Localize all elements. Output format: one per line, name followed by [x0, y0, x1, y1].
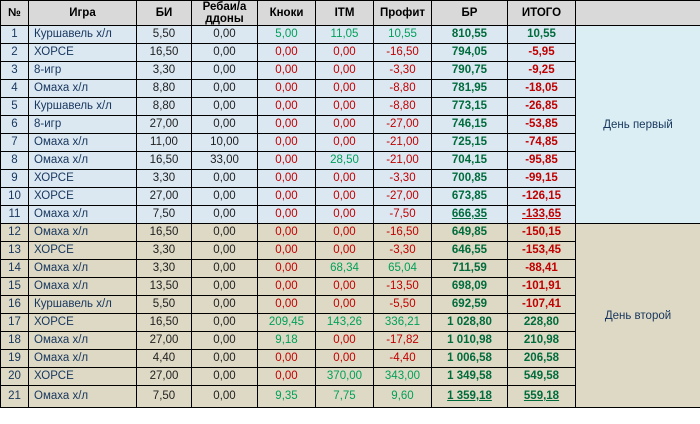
bankroll: 711,59 [432, 260, 508, 278]
itm: 0,00 [316, 350, 374, 368]
profit: -21,00 [374, 134, 432, 152]
knockouts: 0,00 [258, 116, 316, 134]
game-name: Омаха х/л [29, 386, 137, 408]
header-number: № [1, 1, 29, 26]
row-number: 4 [1, 80, 29, 98]
profit: 9,60 [374, 386, 432, 408]
bankroll: 700,85 [432, 170, 508, 188]
knockouts: 0,00 [258, 206, 316, 224]
buy-in: 16,50 [137, 44, 192, 62]
knockouts: 0,00 [258, 260, 316, 278]
knockouts: 0,00 [258, 170, 316, 188]
knockouts: 0,00 [258, 152, 316, 170]
itm: 0,00 [316, 188, 374, 206]
profit: -27,00 [374, 116, 432, 134]
profit: -27,00 [374, 188, 432, 206]
bankroll: 810,55 [432, 26, 508, 44]
table-body [1, 26, 700, 408]
buy-in: 7,50 [137, 386, 192, 408]
profit: 336,21 [374, 314, 432, 332]
table-row [1, 224, 700, 242]
itm: 0,00 [316, 206, 374, 224]
rebuy-addon: 0,00 [192, 98, 258, 116]
running-total: 206,58 [508, 350, 576, 368]
running-total: 559,18 [508, 386, 576, 408]
buy-in: 5,50 [137, 26, 192, 44]
itm: 0,00 [316, 242, 374, 260]
row-number: 6 [1, 116, 29, 134]
running-total: 10,55 [508, 26, 576, 44]
game-name: ХОРСЕ [29, 188, 137, 206]
running-total: -150,15 [508, 224, 576, 242]
row-number: 11 [1, 206, 29, 224]
row-number: 3 [1, 62, 29, 80]
game-name: Куршавель х/л [29, 296, 137, 314]
day-label-second: День второй [576, 224, 700, 408]
row-number: 12 [1, 224, 29, 242]
rebuy-addon: 0,00 [192, 116, 258, 134]
header-rebuy: Ребаи/а ддоны [192, 1, 258, 26]
knockouts: 0,00 [258, 242, 316, 260]
buy-in: 27,00 [137, 188, 192, 206]
profit: -8,80 [374, 80, 432, 98]
buy-in: 8,80 [137, 80, 192, 98]
bankroll: 673,85 [432, 188, 508, 206]
buy-in: 27,00 [137, 332, 192, 350]
row-number: 18 [1, 332, 29, 350]
itm: 0,00 [316, 224, 374, 242]
rebuy-addon: 0,00 [192, 224, 258, 242]
running-total: -74,85 [508, 134, 576, 152]
profit: -3,30 [374, 62, 432, 80]
bankroll: 692,59 [432, 296, 508, 314]
buy-in: 8,80 [137, 98, 192, 116]
rebuy-addon: 0,00 [192, 332, 258, 350]
knockouts: 0,00 [258, 188, 316, 206]
row-number: 20 [1, 368, 29, 386]
bankroll: 794,05 [432, 44, 508, 62]
rebuy-addon: 0,00 [192, 188, 258, 206]
row-number: 19 [1, 350, 29, 368]
row-number: 17 [1, 314, 29, 332]
profit: 65,04 [374, 260, 432, 278]
knockouts: 9,35 [258, 386, 316, 408]
game-name: Омаха х/л [29, 278, 137, 296]
profit: -7,50 [374, 206, 432, 224]
game-name: ХОРСЕ [29, 170, 137, 188]
profit: 10,55 [374, 26, 432, 44]
profit: -21,00 [374, 152, 432, 170]
running-total: 549,58 [508, 368, 576, 386]
buy-in: 4,40 [137, 350, 192, 368]
profit: 343,00 [374, 368, 432, 386]
game-name: Омаха х/л [29, 332, 137, 350]
itm: 0,00 [316, 116, 374, 134]
running-total: -53,85 [508, 116, 576, 134]
itm: 68,34 [316, 260, 374, 278]
rebuy-addon: 0,00 [192, 26, 258, 44]
itm: 143,26 [316, 314, 374, 332]
itm: 11,05 [316, 26, 374, 44]
running-total: -95,85 [508, 152, 576, 170]
bankroll: 666,35 [432, 206, 508, 224]
running-total: -101,91 [508, 278, 576, 296]
row-number: 16 [1, 296, 29, 314]
row-number: 13 [1, 242, 29, 260]
running-total: -126,15 [508, 188, 576, 206]
row-number: 15 [1, 278, 29, 296]
game-name: 8-игр [29, 62, 137, 80]
bankroll: 1 359,18 [432, 386, 508, 408]
game-name: Омаха х/л [29, 80, 137, 98]
running-total: -18,05 [508, 80, 576, 98]
bankroll: 781,95 [432, 80, 508, 98]
bankroll: 646,55 [432, 242, 508, 260]
row-number: 10 [1, 188, 29, 206]
header-total: ИТОГО [508, 1, 576, 26]
table-row [1, 26, 700, 44]
knockouts: 0,00 [258, 350, 316, 368]
game-name: 8-игр [29, 116, 137, 134]
game-name: Омаха х/л [29, 260, 137, 278]
rebuy-addon: 0,00 [192, 206, 258, 224]
itm: 0,00 [316, 80, 374, 98]
buy-in: 3,30 [137, 62, 192, 80]
itm: 0,00 [316, 98, 374, 116]
header-br: БР [432, 1, 508, 26]
running-total: -88,41 [508, 260, 576, 278]
rebuy-addon: 0,00 [192, 44, 258, 62]
knockouts: 9,18 [258, 332, 316, 350]
rebuy-addon: 33,00 [192, 152, 258, 170]
row-number: 14 [1, 260, 29, 278]
buy-in: 3,30 [137, 170, 192, 188]
profit: -16,50 [374, 44, 432, 62]
bankroll: 704,15 [432, 152, 508, 170]
game-name: ХОРСЕ [29, 242, 137, 260]
rebuy-addon: 0,00 [192, 386, 258, 408]
knockouts: 0,00 [258, 134, 316, 152]
header-knockouts: Кноки [258, 1, 316, 26]
rebuy-addon: 0,00 [192, 170, 258, 188]
game-name: ХОРСЕ [29, 368, 137, 386]
itm: 28,50 [316, 152, 374, 170]
bankroll: 790,75 [432, 62, 508, 80]
running-total: -26,85 [508, 98, 576, 116]
game-name: Омаха х/л [29, 134, 137, 152]
itm: 370,00 [316, 368, 374, 386]
rebuy-addon: 0,00 [192, 368, 258, 386]
rebuy-addon: 0,00 [192, 80, 258, 98]
itm: 0,00 [316, 134, 374, 152]
itm: 0,00 [316, 332, 374, 350]
running-total: 210,98 [508, 332, 576, 350]
rebuy-addon: 0,00 [192, 278, 258, 296]
bankroll: 649,85 [432, 224, 508, 242]
knockouts: 0,00 [258, 278, 316, 296]
knockouts: 0,00 [258, 80, 316, 98]
header-itm: ITM [316, 1, 374, 26]
knockouts: 209,45 [258, 314, 316, 332]
rebuy-addon: 0,00 [192, 242, 258, 260]
running-total: -153,45 [508, 242, 576, 260]
running-total: -99,15 [508, 170, 576, 188]
bankroll: 746,15 [432, 116, 508, 134]
header-bi: БИ [137, 1, 192, 26]
day-label-first: День первый [576, 26, 700, 224]
buy-in: 11,00 [137, 134, 192, 152]
buy-in: 5,50 [137, 296, 192, 314]
buy-in: 16,50 [137, 224, 192, 242]
rebuy-addon: 0,00 [192, 350, 258, 368]
game-name: Куршавель х/л [29, 98, 137, 116]
bankroll: 698,09 [432, 278, 508, 296]
bankroll: 1 028,80 [432, 314, 508, 332]
profit: -3,30 [374, 170, 432, 188]
rebuy-addon: 0,00 [192, 62, 258, 80]
knockouts: 0,00 [258, 98, 316, 116]
bankroll: 725,15 [432, 134, 508, 152]
table-header-row [1, 1, 700, 26]
itm: 0,00 [316, 170, 374, 188]
knockouts: 0,00 [258, 368, 316, 386]
itm: 7,75 [316, 386, 374, 408]
row-number: 21 [1, 386, 29, 408]
row-number: 5 [1, 98, 29, 116]
itm: 0,00 [316, 278, 374, 296]
bankroll: 1 010,98 [432, 332, 508, 350]
knockouts: 0,00 [258, 62, 316, 80]
game-name: Куршавель х/л [29, 26, 137, 44]
game-name: ХОРСЕ [29, 44, 137, 62]
profit: -8,80 [374, 98, 432, 116]
knockouts: 0,00 [258, 296, 316, 314]
running-total: -107,41 [508, 296, 576, 314]
row-number: 2 [1, 44, 29, 62]
rebuy-addon: 0,00 [192, 314, 258, 332]
bankroll: 1 349,58 [432, 368, 508, 386]
buy-in: 27,00 [137, 368, 192, 386]
running-total: -5,95 [508, 44, 576, 62]
profit: -17,82 [374, 332, 432, 350]
running-total: -9,25 [508, 62, 576, 80]
row-number: 7 [1, 134, 29, 152]
profit: -4,40 [374, 350, 432, 368]
row-number: 8 [1, 152, 29, 170]
buy-in: 16,50 [137, 314, 192, 332]
header-day [576, 1, 700, 26]
rebuy-addon: 0,00 [192, 260, 258, 278]
knockouts: 0,00 [258, 224, 316, 242]
game-name: Омаха х/л [29, 350, 137, 368]
rebuy-addon: 0,00 [192, 296, 258, 314]
itm: 0,00 [316, 296, 374, 314]
buy-in: 16,50 [137, 152, 192, 170]
buy-in: 7,50 [137, 206, 192, 224]
row-number: 9 [1, 170, 29, 188]
itm: 0,00 [316, 44, 374, 62]
profit: -16,50 [374, 224, 432, 242]
profit: -13,50 [374, 278, 432, 296]
running-total: 228,80 [508, 314, 576, 332]
bankroll: 1 006,58 [432, 350, 508, 368]
bankroll: 773,15 [432, 98, 508, 116]
row-number: 1 [1, 26, 29, 44]
itm: 0,00 [316, 62, 374, 80]
header-profit: Профит [374, 1, 432, 26]
buy-in: 27,00 [137, 116, 192, 134]
profit: -3,30 [374, 242, 432, 260]
game-name: Омаха х/л [29, 224, 137, 242]
buy-in: 3,30 [137, 260, 192, 278]
game-name: Омаха х/л [29, 152, 137, 170]
header-game: Игра [29, 1, 137, 26]
game-name: ХОРСЕ [29, 314, 137, 332]
buy-in: 3,30 [137, 242, 192, 260]
game-name: Омаха х/л [29, 206, 137, 224]
buy-in: 13,50 [137, 278, 192, 296]
running-total: -133,65 [508, 206, 576, 224]
rebuy-addon: 10,00 [192, 134, 258, 152]
knockouts: 5,00 [258, 26, 316, 44]
knockouts: 0,00 [258, 44, 316, 62]
profit: -5,50 [374, 296, 432, 314]
